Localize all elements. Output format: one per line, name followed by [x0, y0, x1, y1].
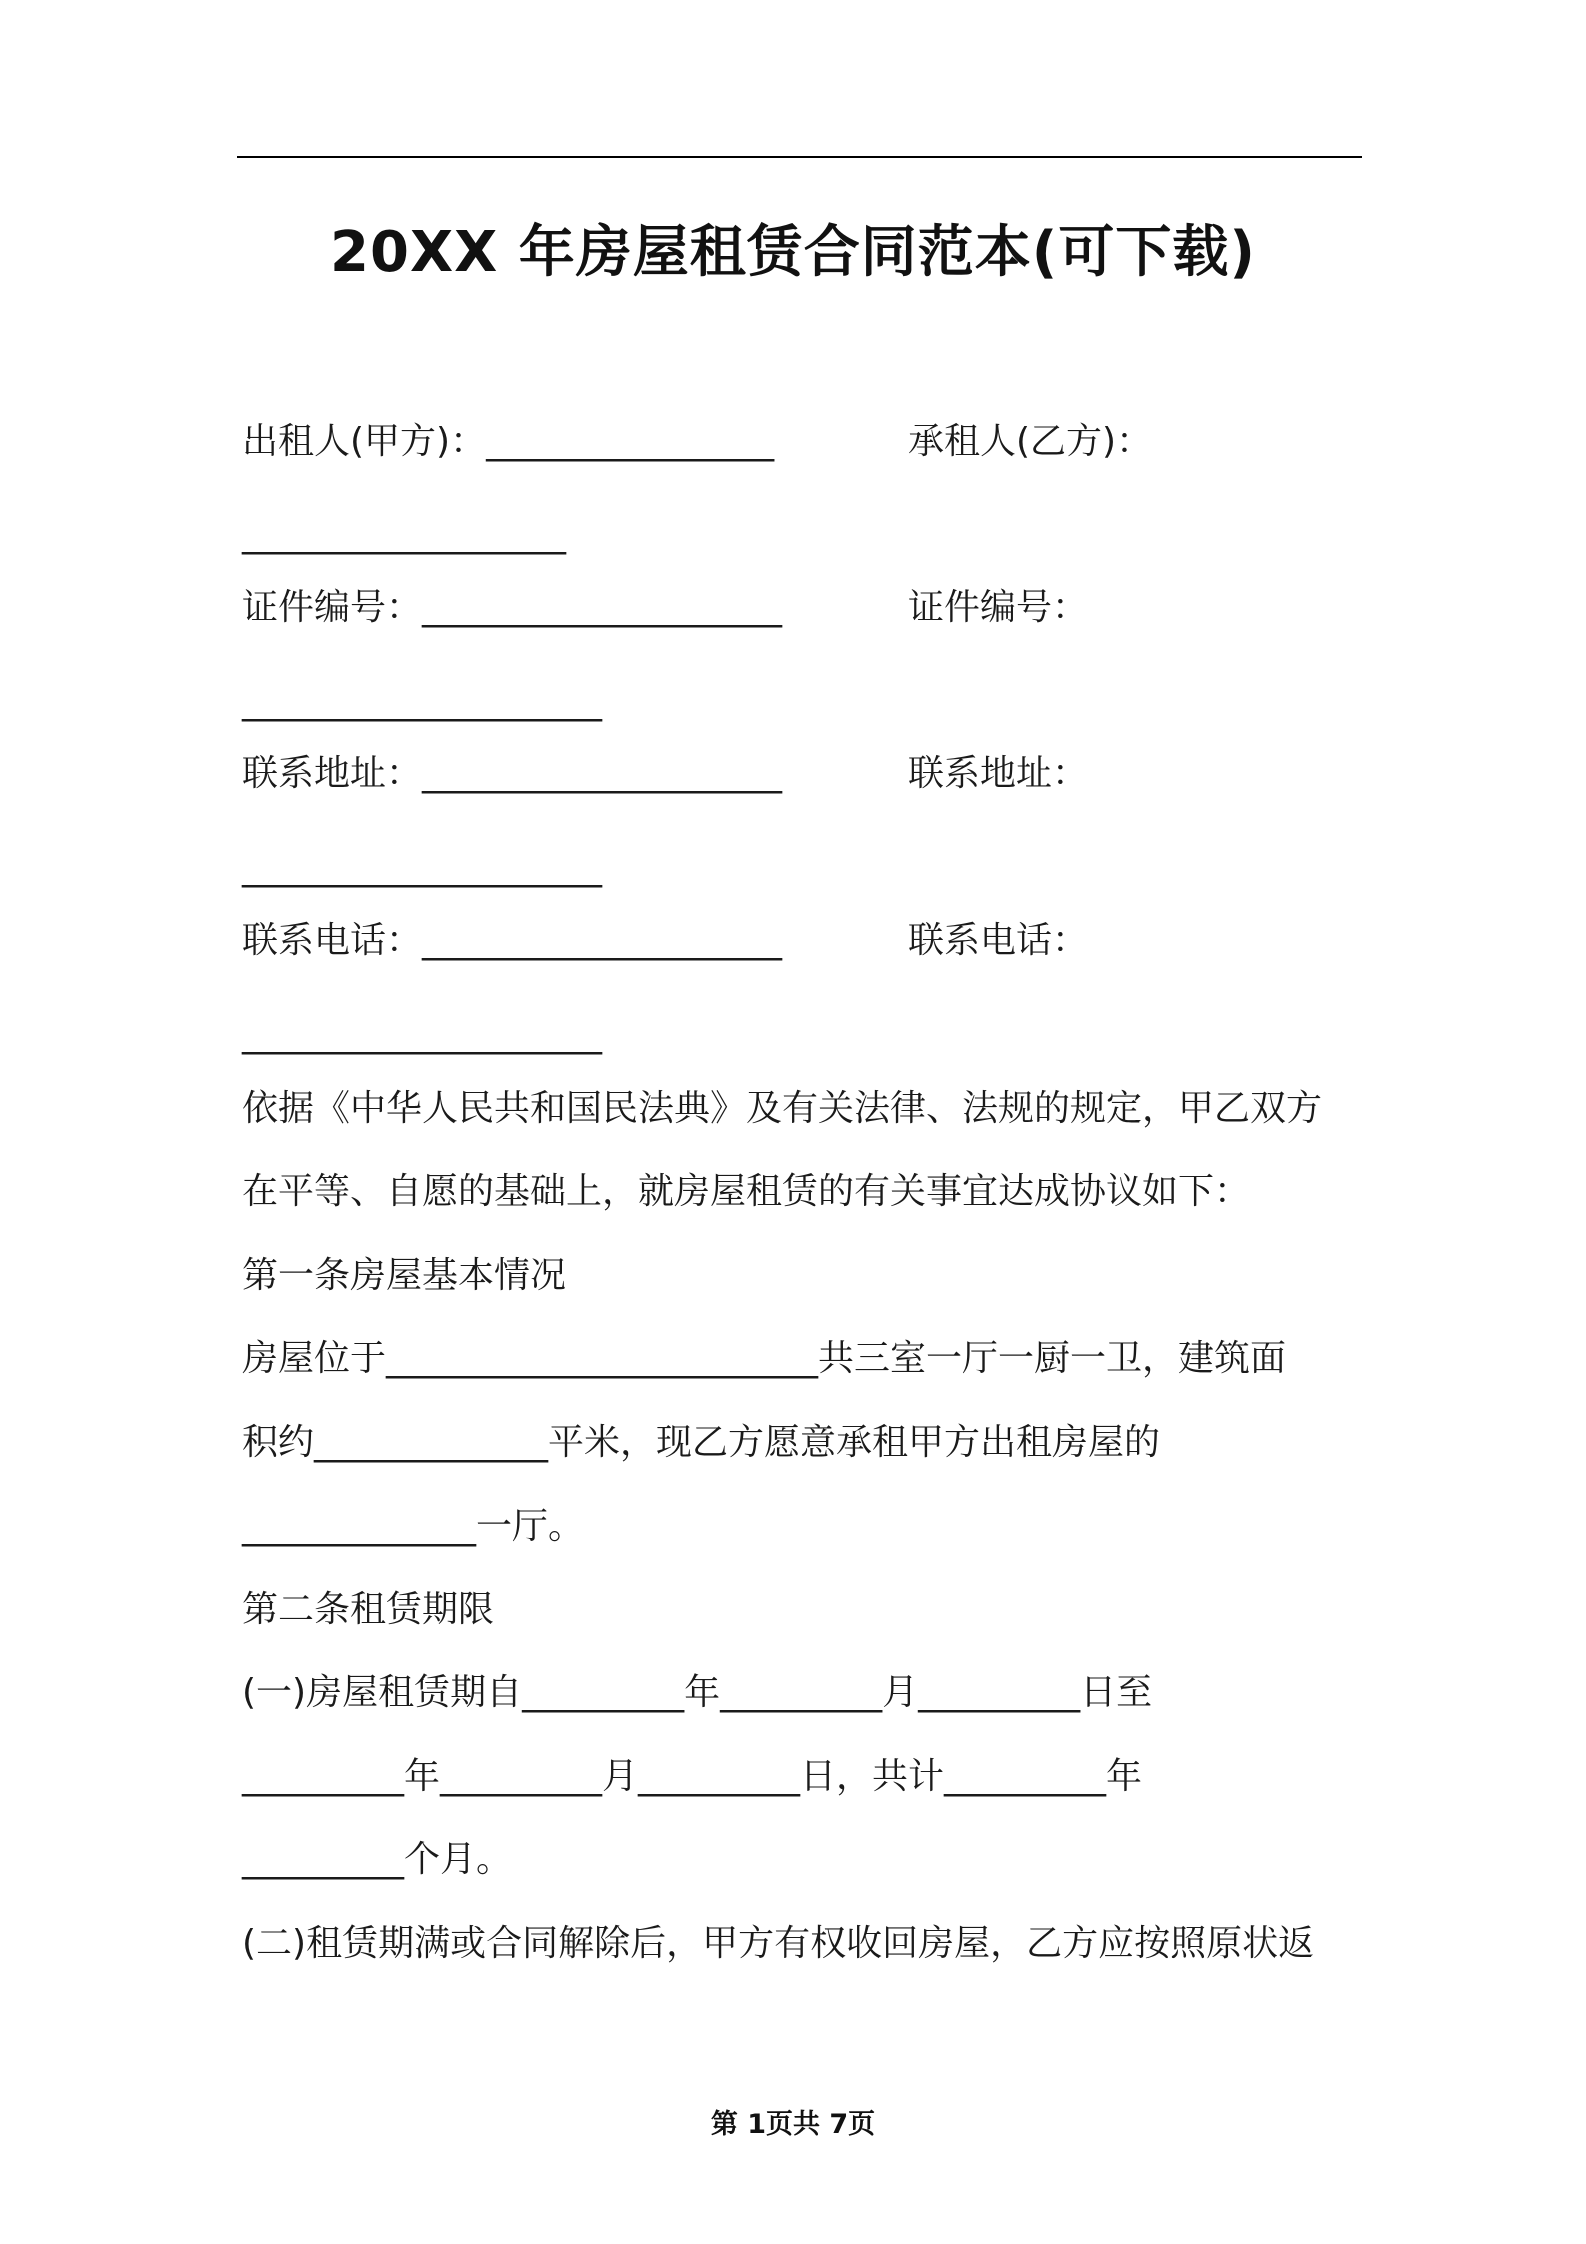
phone-field-left: 联系电话：____________________ — [242, 920, 783, 961]
phone-field-right: 联系电话： — [908, 920, 1089, 961]
article1-line: 积约_____________平米，现乙方愿意承租甲方出租房屋的 — [242, 1422, 1161, 1463]
address-field-right: 联系地址： — [908, 753, 1089, 794]
lessee-blank: __________________ — [242, 514, 566, 555]
document-title: 20XX 年房屋租赁合同范本(可下载) — [330, 220, 1256, 285]
address-field-left: 联系地址：____________________ — [242, 753, 783, 794]
article1-line: 房屋位于________________________共三室一厅一厨一卫，建筑面 — [242, 1338, 1287, 1379]
article2-line: (一)房屋租赁期自_________年_________月_________日至 — [242, 1672, 1153, 1713]
article1-line: _____________一厅。 — [242, 1506, 585, 1547]
address-blank: ____________________ — [242, 847, 602, 888]
article2-line: _________年_________月_________日，共计_________年 — [242, 1756, 1143, 1797]
id-number-field-left: 证件编号：____________________ — [242, 587, 783, 628]
id-number-blank: ____________________ — [242, 681, 602, 722]
id-number-field-right: 证件编号： — [908, 587, 1089, 628]
lessor-field: 出租人(甲方)：________________ — [242, 421, 775, 462]
header-rule — [237, 156, 1362, 158]
phone-blank: ____________________ — [242, 1014, 602, 1055]
page-number-footer: 第 1页共 7页 — [710, 2109, 876, 2140]
lessee-field: 承租人(乙方)： — [908, 421, 1153, 462]
article1-heading: 第一条房屋基本情况 — [242, 1255, 567, 1296]
preamble-line: 依据《中华人民共和国民法典》及有关法律、法规的规定，甲乙双方 — [242, 1088, 1323, 1129]
article2-heading: 第二条租赁期限 — [242, 1589, 495, 1630]
preamble-line: 在平等、自愿的基础上，就房屋租赁的有关事宜达成协议如下： — [242, 1171, 1251, 1212]
article2-line: _________个月。 — [242, 1839, 513, 1880]
article2-line: (二)租赁期满或合同解除后，甲方有权收回房屋，乙方应按照原状返 — [242, 1923, 1315, 1964]
